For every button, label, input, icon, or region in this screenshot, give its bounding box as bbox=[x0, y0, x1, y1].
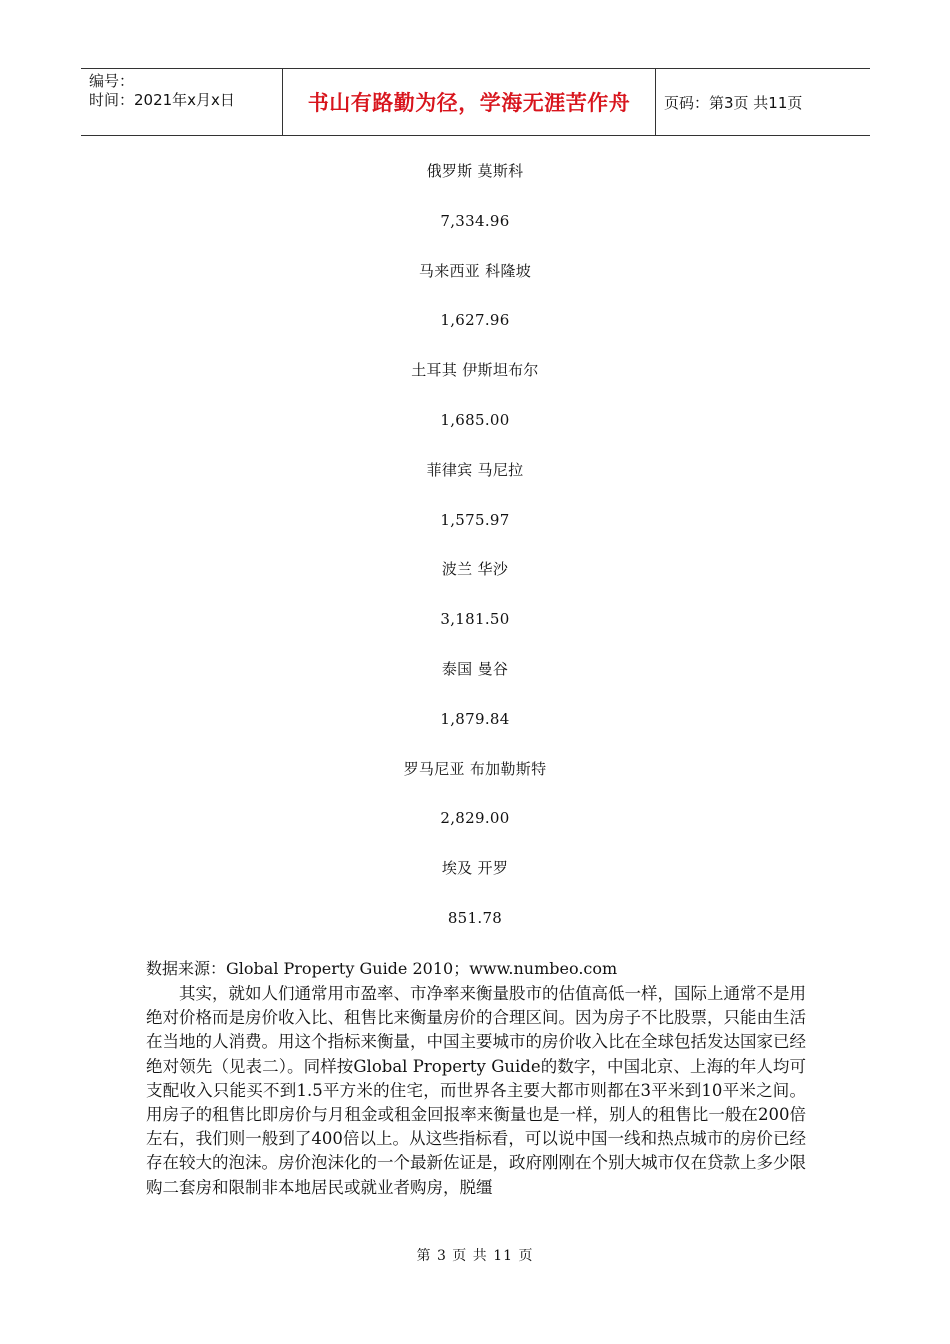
table-cell-city: 菲律宾 马尼拉 bbox=[426, 460, 524, 479]
data-source-note: 数据来源：Global Property Guide 2010；www.numbeo.com bbox=[146, 959, 618, 978]
header-motto: 书山有路勤为径，学海无涯苦作舟 bbox=[307, 91, 631, 115]
table-cell-city: 马来西亚 科隆坡 bbox=[418, 261, 532, 280]
table-cell-value: 7,334.96 bbox=[440, 211, 510, 230]
table-cell-city: 波兰 华沙 bbox=[441, 560, 509, 579]
table-cell-value: 851.78 bbox=[447, 908, 503, 927]
table-cell-value: 1,627.96 bbox=[440, 311, 510, 330]
table-cell-value: 1,575.97 bbox=[440, 510, 510, 529]
table-cell-value: 1,685.00 bbox=[440, 410, 510, 429]
table-cell-city: 罗马尼亚 布加勒斯特 bbox=[403, 759, 547, 778]
table-cell-value: 3,181.50 bbox=[440, 610, 510, 629]
header-motto-cell bbox=[282, 69, 656, 135]
number-label: 编号： bbox=[89, 72, 135, 90]
city-price-table bbox=[0, 156, 950, 953]
table-cell-city: 泰国 曼谷 bbox=[441, 659, 509, 678]
table-cell-value: 2,829.00 bbox=[440, 809, 510, 828]
header-meta bbox=[81, 69, 282, 135]
table-cell-city: 俄罗斯 莫斯科 bbox=[426, 162, 524, 180]
time-label: 时间：2021年x月x日 bbox=[89, 91, 235, 109]
body-paragraph: 其实，就如人们通常用市盈率、市净率来衡量股市的估值高低一样，国际上通常不是用绝对价格而是房价收入比、租售比来衡量房价的合理区间。因为房子不比股票，只能由生活在当地的人消费。用这个指标来衡量，中国主要城市的房价收入比在全球包括发达国家已经绝对领先（见表二）。同样按Global Property Guide的数字，中国北京、上海的年人均可支配收入只能买不到1.5平方米的住宅，而世界各主要大都市则都在3平米到10平米之间。用房子的租售比即房价与月租金或租金回报率来衡量也是一样，别人的租售比一般在200倍左右，我们则一般到了400倍以上。从这些指标看，可以说中国一线和热点城市的房价已经存在较大的泡沫。房价泡沫化的一个最新佐证是，政府刚刚在个别大城市仅在贷款上多少限购二套房和限制非本地居民或就业者购房，脱缰 bbox=[146, 984, 806, 1197]
table-cell-value: 1,879.84 bbox=[440, 709, 510, 728]
table-cell-city: 土耳其 伊斯坦布尔 bbox=[411, 361, 539, 380]
table-cell-city: 埃及 开罗 bbox=[441, 859, 509, 878]
page-code-text: 页码：第3页 共11页 bbox=[664, 93, 803, 112]
page-footer: 第 3 页 共 11 页 bbox=[416, 1248, 534, 1264]
page-header bbox=[81, 68, 870, 136]
header-page-code bbox=[656, 69, 870, 135]
